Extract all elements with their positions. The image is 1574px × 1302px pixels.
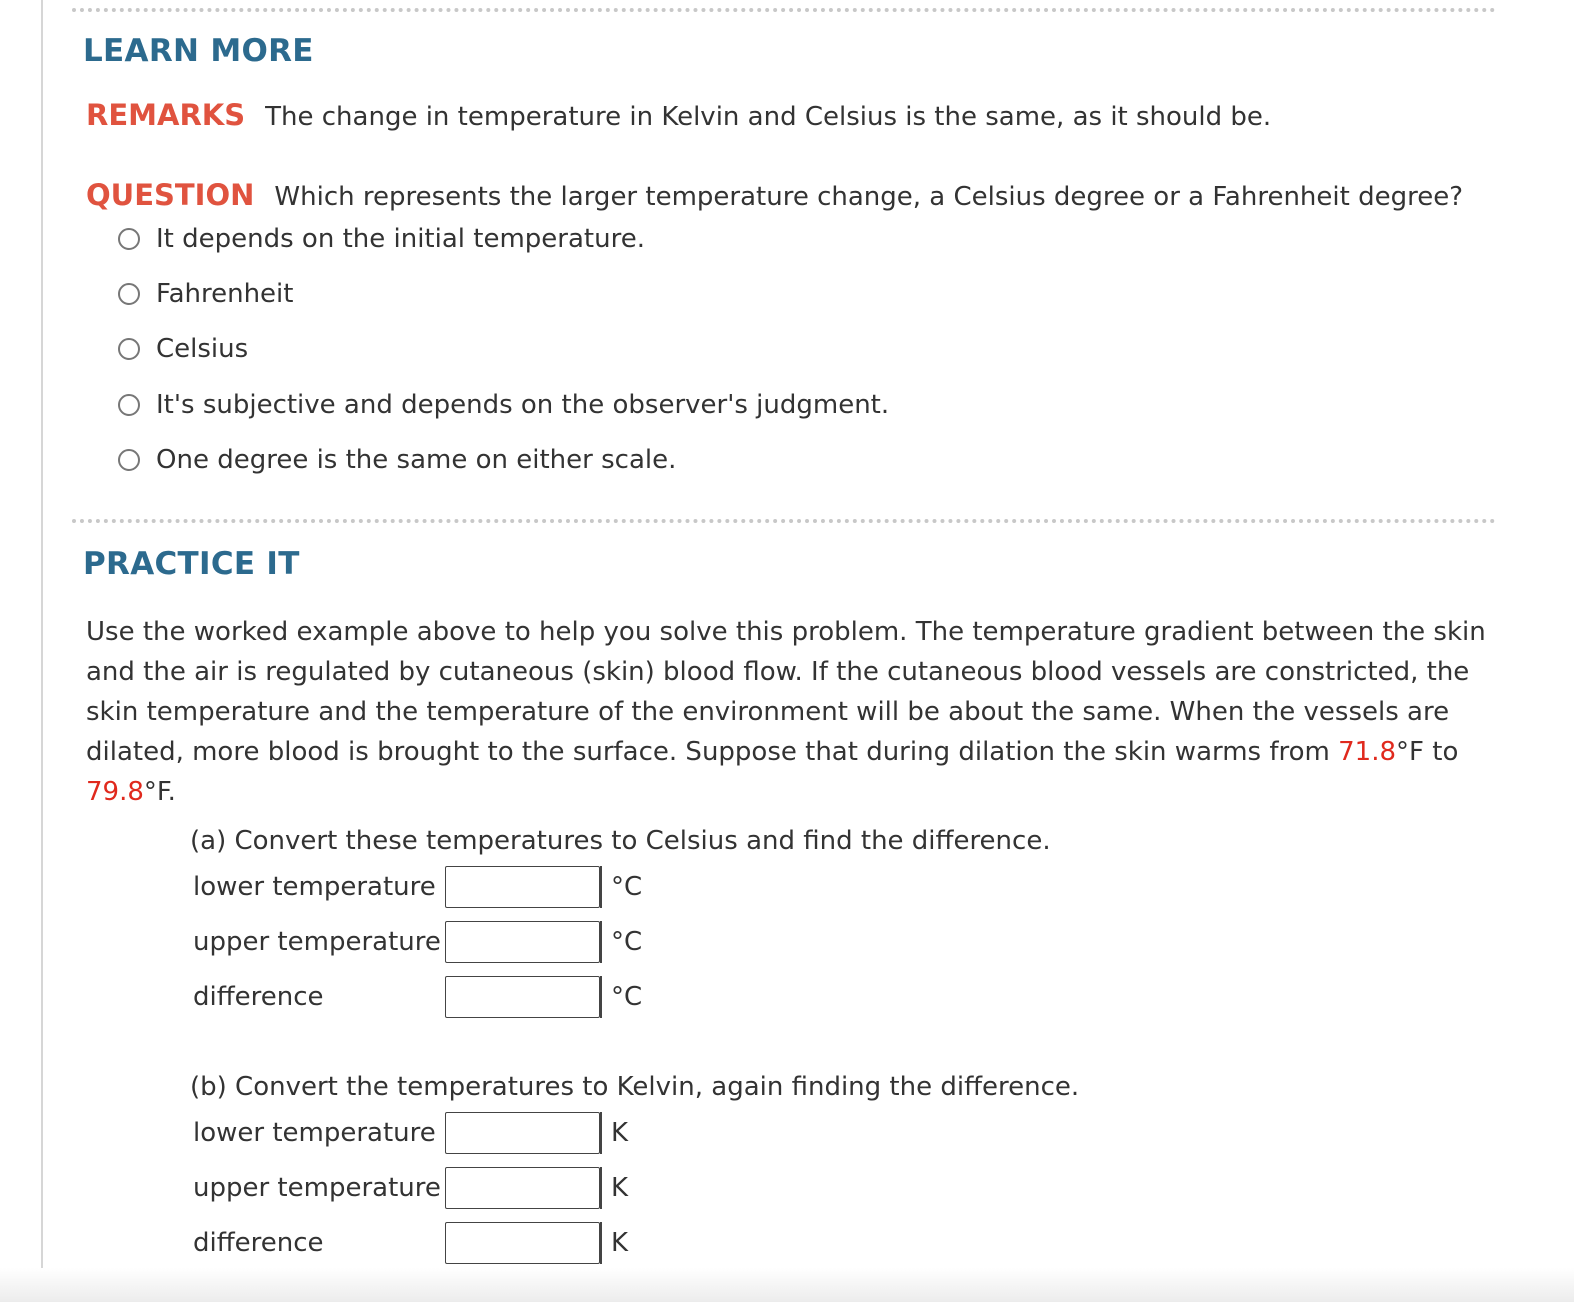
remarks-label: REMARKS (86, 98, 246, 132)
part-b-upper-unit: K (611, 1173, 629, 1203)
unit-divider (600, 976, 602, 1018)
part-a-difference-label: difference (193, 982, 324, 1012)
option-label: It depends on the initial temperature. (156, 224, 645, 254)
remarks-row (86, 98, 1271, 132)
radio-button[interactable] (118, 283, 140, 305)
remarks-text: The change in temperature in Kelvin and Celsius is the same, as it should be. (265, 102, 1272, 132)
part-a-lower-label: lower temperature (193, 872, 436, 902)
problem-text: Use the worked example above to help you solve this problem. The temperature gradient between the skin and the air is regulated by cutaneous (skin) blood flow. If the cutaneous blood vessels are constricted, the skin temperature and the temperature of the environment will be about the same. When the vessels are dilated, more blood is brought to the surface. Suppose that during dilation the skin warms from (86, 617, 1486, 767)
option-subjective[interactable] (118, 390, 889, 420)
temp-unit-end: °F. (143, 777, 176, 807)
unit-divider (600, 1222, 602, 1264)
unit-divider (600, 1112, 602, 1154)
option-same-either-scale[interactable] (118, 445, 676, 475)
section-divider (72, 8, 1496, 12)
option-fahrenheit[interactable] (118, 279, 293, 309)
part-a-difference-input[interactable] (445, 976, 600, 1018)
option-label: Fahrenheit (156, 279, 294, 309)
part-a-upper-label: upper temperature (193, 927, 441, 957)
part-a-title: (a) Convert these temperatures to Celsius and find the difference. (190, 826, 1051, 856)
unit-divider (600, 866, 602, 908)
unit-divider (600, 921, 602, 963)
part-b-lower-label: lower temperature (193, 1118, 436, 1148)
part-b-title: (b) Convert the temperatures to Kelvin, again finding the difference. (190, 1072, 1080, 1102)
part-b-upper-label: upper temperature (193, 1173, 441, 1203)
radio-button[interactable] (118, 394, 140, 416)
part-b-lower-unit: K (611, 1118, 629, 1148)
option-label: Celsius (156, 334, 249, 364)
part-b-difference-unit: K (611, 1228, 629, 1258)
unit-divider (600, 1167, 602, 1209)
part-b-difference-input[interactable] (445, 1222, 600, 1264)
problem-statement (86, 612, 1496, 812)
part-b-difference-label: difference (193, 1228, 324, 1258)
practice-it-heading: PRACTICE IT (83, 546, 300, 582)
radio-button[interactable] (118, 338, 140, 360)
temp-from-value: 71.8 (1338, 737, 1397, 767)
part-a-difference-unit: °C (611, 982, 643, 1012)
section-divider (72, 519, 1496, 523)
option-celsius[interactable] (118, 334, 248, 364)
option-initial-temperature[interactable] (118, 224, 645, 254)
temp-to-value: 79.8 (86, 777, 144, 807)
question-label: QUESTION (86, 178, 255, 212)
radio-button[interactable] (118, 228, 140, 250)
left-border (41, 0, 43, 1302)
part-b-lower-input[interactable] (445, 1112, 600, 1154)
bottom-edge-shadow (0, 1268, 1574, 1302)
part-a-upper-input[interactable] (445, 921, 600, 963)
part-a-lower-input[interactable] (445, 866, 600, 908)
temp-unit-to: °F to (1396, 737, 1459, 767)
part-b-upper-input[interactable] (445, 1167, 600, 1209)
question-text: Which represents the larger temperature change, a Celsius degree or a Fahrenheit degree? (274, 182, 1464, 212)
part-a-lower-unit: °C (611, 872, 643, 902)
question-row (86, 178, 1463, 212)
learn-more-heading: LEARN MORE (83, 33, 314, 69)
option-label: It's subjective and depends on the observer's judgment. (156, 390, 890, 420)
part-a-upper-unit: °C (611, 927, 643, 957)
radio-button[interactable] (118, 449, 140, 471)
option-label: One degree is the same on either scale. (156, 445, 677, 475)
